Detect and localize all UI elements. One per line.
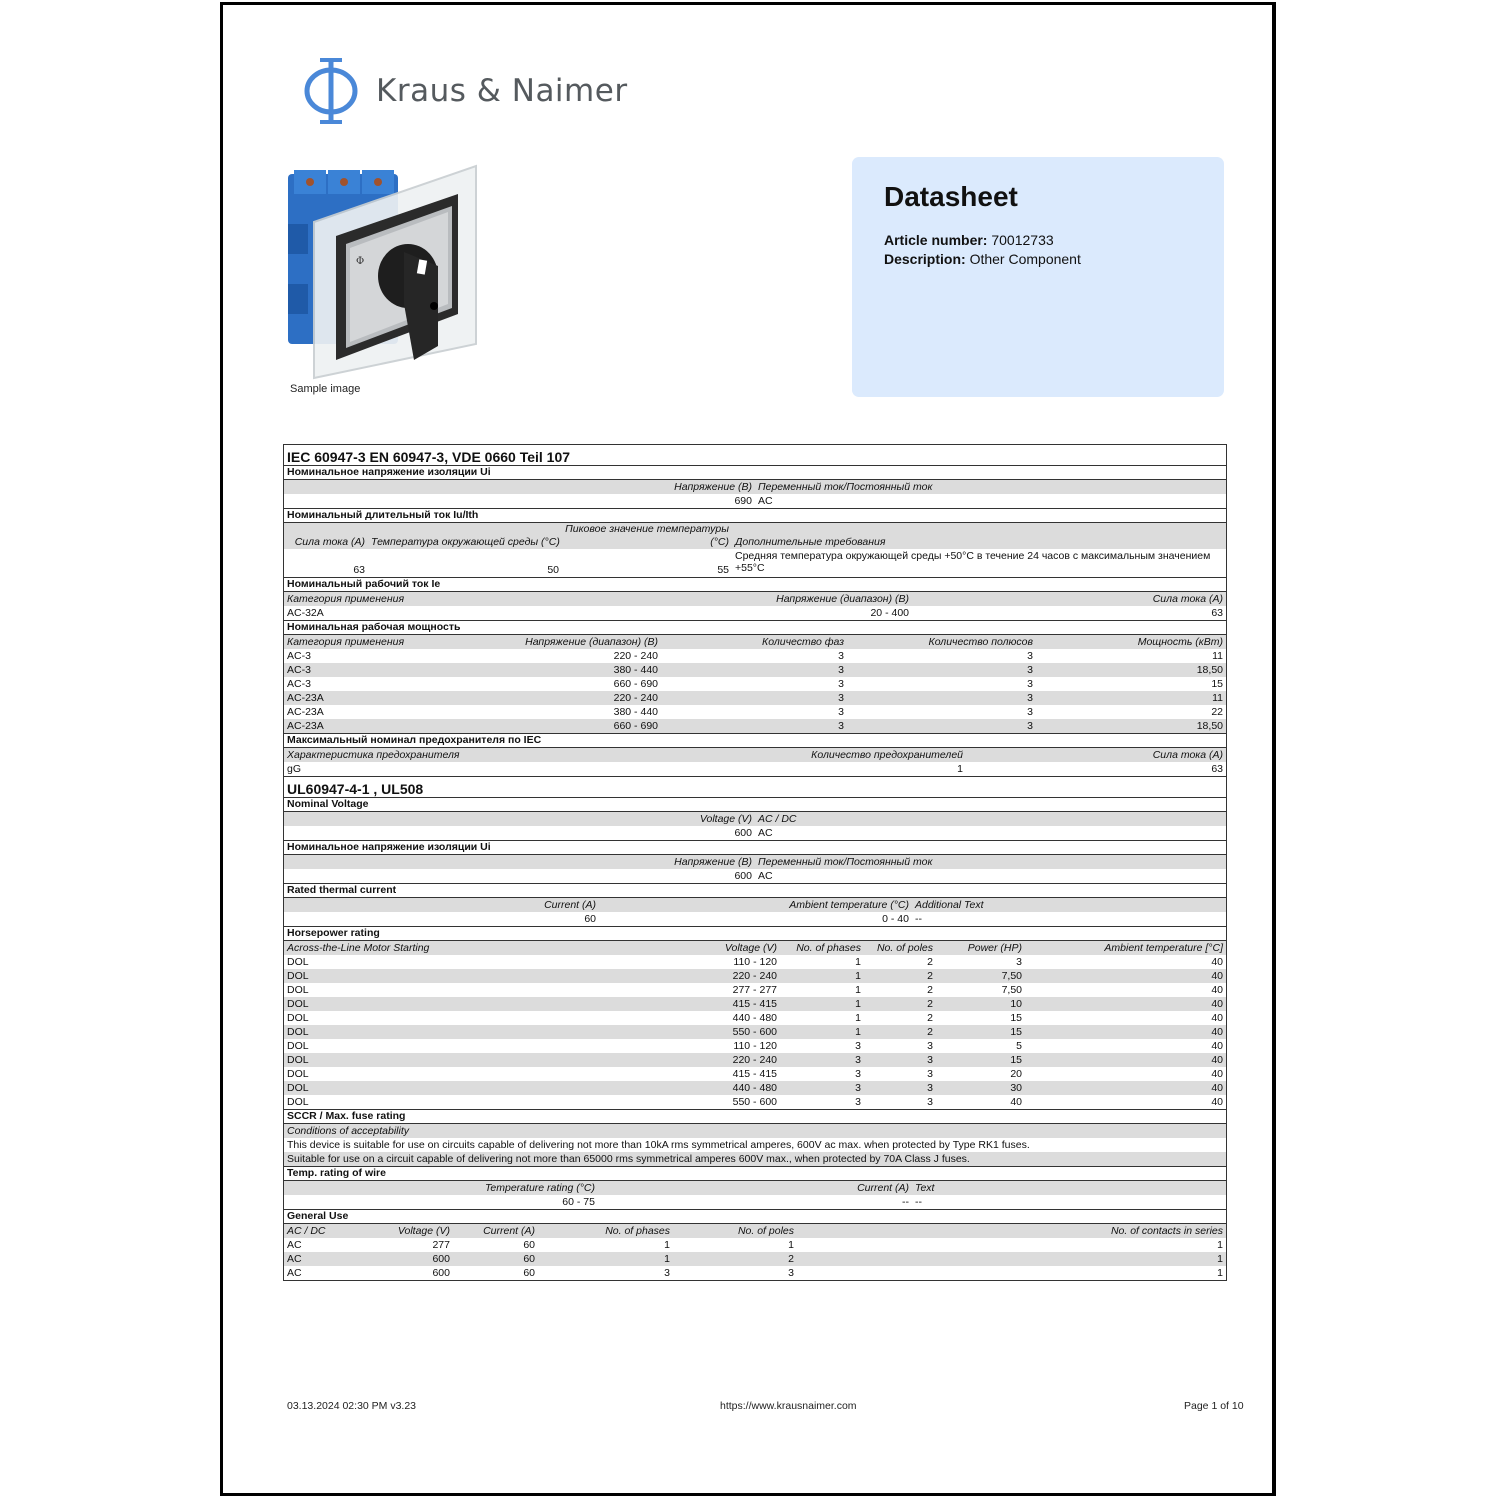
cell: 600 bbox=[734, 870, 752, 882]
iec-insulation-table bbox=[284, 480, 1226, 509]
ul-insulation-table bbox=[284, 855, 1226, 884]
cell: AC bbox=[758, 870, 773, 882]
cell: 380 - 440 bbox=[404, 663, 661, 677]
cell: 3 bbox=[1016, 956, 1022, 968]
cell: 3 bbox=[1027, 706, 1033, 718]
product-image bbox=[286, 164, 480, 380]
cell: 550 - 600 bbox=[732, 1096, 777, 1108]
cell: AC bbox=[758, 827, 773, 839]
cell: 1 bbox=[855, 1012, 861, 1024]
col-header: No. of poles bbox=[673, 1224, 797, 1238]
table-row bbox=[284, 1238, 1226, 1252]
cell: 3 bbox=[927, 1068, 933, 1080]
col-header: Voltage (V) bbox=[369, 1224, 453, 1238]
cell: 40 bbox=[1025, 969, 1226, 983]
col-header: Напряжение (В) bbox=[284, 855, 755, 869]
cell: DOL bbox=[284, 969, 696, 983]
cell: AC-3 bbox=[287, 650, 311, 662]
cell: DOL bbox=[284, 1025, 696, 1039]
col-header: Характеристика предохранителя bbox=[284, 748, 644, 762]
section-title: Номинальная рабочая мощность bbox=[284, 621, 1226, 635]
cell: This device is suitable for use on circuits capable of delivering not more than 10kA rms symmetrical amperes, 600V ac max. when protected by Type RK1 fuses. bbox=[287, 1139, 1030, 1151]
section-title: Номинальное напряжение изоляции Ui bbox=[284, 841, 1226, 855]
cell: 3 bbox=[664, 1267, 670, 1279]
cell: DOL bbox=[287, 1012, 309, 1024]
section-title: Nominal Voltage bbox=[284, 798, 1226, 812]
cell: 18,50 bbox=[1036, 663, 1226, 677]
cell: 40 bbox=[1211, 1040, 1223, 1052]
cell: 7,50 bbox=[936, 969, 1025, 983]
brand-logo bbox=[302, 56, 628, 126]
cell: 18,50 bbox=[1036, 719, 1226, 734]
section-title: Номинальный длительный ток Iu/Ith bbox=[284, 509, 1226, 523]
table-row bbox=[284, 1039, 1226, 1053]
cell: 60 bbox=[523, 1239, 535, 1251]
col-header: Temperature rating (°C) bbox=[284, 1181, 598, 1195]
cell: 3 bbox=[838, 678, 844, 690]
cell: 10 bbox=[936, 997, 1025, 1011]
cell: Suitable for use on a circuit capable of delivering not more than 65000 rms symmetrical amperes 600V max., when protected by 70A Class J fuses. bbox=[284, 1152, 1226, 1167]
cell: 15 bbox=[1211, 678, 1223, 690]
section-title: Rated thermal current bbox=[284, 884, 1226, 898]
cell: 3 bbox=[788, 1267, 794, 1279]
cell: 660 - 690 bbox=[613, 678, 658, 690]
cell: 415 - 415 bbox=[732, 1068, 777, 1080]
cell: 380 - 440 bbox=[613, 706, 658, 718]
footer-timestamp: 03.13.2024 02:30 PM v3.23 bbox=[287, 1400, 417, 1412]
description-value: Other Component bbox=[969, 251, 1081, 267]
cell: 277 bbox=[432, 1239, 450, 1251]
table-row bbox=[284, 997, 1226, 1011]
description-label: Description: bbox=[884, 251, 966, 267]
cell: 3 bbox=[855, 1068, 861, 1080]
cell: 3 bbox=[1027, 678, 1033, 690]
table-row bbox=[284, 691, 1226, 705]
col-header: AC / DC bbox=[755, 812, 1226, 826]
col-header: Количество фаз bbox=[661, 635, 847, 649]
cell: DOL bbox=[284, 1081, 696, 1095]
section-title: Номинальное напряжение изоляции Ui bbox=[284, 466, 1226, 480]
table-row bbox=[284, 1081, 1226, 1095]
cell: 1 bbox=[780, 969, 864, 983]
page-title: Datasheet bbox=[884, 181, 1018, 212]
article-number-value: 70012733 bbox=[991, 232, 1054, 248]
cell: 1 bbox=[797, 1252, 1226, 1266]
iec-fuse-table bbox=[284, 748, 1226, 777]
cell: 15 bbox=[936, 1053, 1025, 1067]
cell: 440 - 480 bbox=[696, 1081, 780, 1095]
col-header: Категория применения bbox=[284, 635, 404, 649]
cell: AC-3 bbox=[284, 663, 404, 677]
cell: 15 bbox=[1010, 1012, 1022, 1024]
cell: -- bbox=[915, 1196, 922, 1208]
cell: AC-23A bbox=[284, 691, 404, 705]
col-header: Температура окружающей среды (°C) bbox=[368, 535, 562, 549]
col-header: Power (HP) bbox=[936, 941, 1025, 955]
cell: 0 - 40 bbox=[882, 913, 909, 925]
cell: 3 bbox=[838, 706, 844, 718]
cell: 1 bbox=[855, 984, 861, 996]
cell: 60 bbox=[584, 913, 596, 925]
footer-page-number: Page 1 of 10 bbox=[1184, 1400, 1244, 1412]
image-caption: Sample image bbox=[290, 383, 361, 395]
section-title: Temp. rating of wire bbox=[284, 1167, 1226, 1181]
table-row bbox=[284, 1067, 1226, 1081]
cell: 3 bbox=[864, 1053, 936, 1067]
cell: AC-23A bbox=[287, 706, 324, 718]
cell: 277 - 277 bbox=[732, 984, 777, 996]
iec-operational-power-table bbox=[284, 635, 1226, 734]
col-header: (°C) bbox=[562, 535, 732, 549]
col-header: No. of poles bbox=[864, 941, 936, 955]
cell: 440 - 480 bbox=[732, 1012, 777, 1024]
cell: 60 bbox=[453, 1252, 538, 1266]
cell: 1 bbox=[957, 763, 963, 775]
cell: 110 - 120 bbox=[733, 1040, 777, 1052]
description bbox=[884, 251, 1081, 267]
table-row bbox=[284, 1011, 1226, 1025]
ul-general-use-table bbox=[284, 1224, 1226, 1280]
svg-text:Φ: Φ bbox=[356, 256, 365, 267]
cell: 20 - 400 bbox=[870, 607, 909, 619]
cell: 3 bbox=[855, 1040, 861, 1052]
cell: 2 bbox=[673, 1252, 797, 1266]
col-header: Ambient temperature [°C] bbox=[1025, 941, 1226, 955]
cell: 2 bbox=[864, 997, 936, 1011]
cell: 11 bbox=[1036, 691, 1226, 705]
article-number-label: Article number: bbox=[884, 232, 988, 248]
cell: 60 bbox=[523, 1267, 535, 1279]
cell: 40 bbox=[1211, 1012, 1223, 1024]
cell: DOL bbox=[287, 984, 309, 996]
cell: -- bbox=[902, 1196, 909, 1208]
col-header: Voltage (V) bbox=[284, 812, 755, 826]
cell: 63 bbox=[353, 564, 365, 576]
table-row bbox=[284, 1095, 1226, 1110]
cell: 11 bbox=[1212, 650, 1223, 662]
cell: 110 - 120 bbox=[733, 956, 777, 968]
col-header: Additional Text bbox=[912, 898, 1226, 912]
col-header: Мощность (кВт) bbox=[1036, 635, 1226, 649]
cell: 3 bbox=[864, 1081, 936, 1095]
cell: DOL bbox=[284, 1053, 696, 1067]
table-row bbox=[284, 1025, 1226, 1039]
cell: 3 bbox=[1027, 650, 1033, 662]
cell: 1 bbox=[780, 1025, 864, 1039]
cell: +55°C bbox=[735, 562, 765, 574]
col-header: Across-the-Line Motor Starting bbox=[284, 941, 696, 955]
cell: 1 bbox=[1217, 1239, 1223, 1251]
cell: 40 bbox=[1211, 984, 1223, 996]
cell: 55 bbox=[717, 564, 729, 576]
col-header: No. of phases bbox=[780, 941, 864, 955]
col-header: Current (A) bbox=[284, 898, 599, 912]
cell: 3 bbox=[661, 663, 847, 677]
section-title: Максимальный номинал предохранителя по IEC bbox=[284, 734, 1226, 748]
ul-sccr-table bbox=[284, 1124, 1226, 1167]
cell: 690 bbox=[734, 495, 752, 507]
cell: 3 bbox=[847, 691, 1036, 705]
col-header: Переменный ток/Постоянный ток bbox=[755, 480, 1226, 494]
cell: 3 bbox=[847, 719, 1036, 734]
cell: 220 - 240 bbox=[613, 650, 658, 662]
cell: DOL bbox=[287, 956, 309, 968]
col-header: Напряжение (В) bbox=[284, 480, 755, 494]
table-row bbox=[284, 677, 1226, 691]
cell: DOL bbox=[287, 1068, 309, 1080]
table-row bbox=[284, 705, 1226, 719]
cell: Средняя температура окружающей среды +50°C в течение 24 часов с максимальным значением bbox=[735, 550, 1211, 562]
col-header: Сила тока (А) bbox=[912, 592, 1226, 606]
col-header: Voltage (V) bbox=[696, 941, 780, 955]
section-title: Номинальный рабочий ток Ie bbox=[284, 578, 1226, 592]
section-title: General Use bbox=[284, 1210, 1226, 1224]
cell: 1 bbox=[538, 1252, 673, 1266]
cell: AC bbox=[758, 495, 773, 507]
cell: 600 bbox=[734, 827, 752, 839]
ul-horsepower-table bbox=[284, 941, 1226, 1110]
col-header: Категория применения bbox=[284, 592, 604, 606]
cell: 3 bbox=[927, 1096, 933, 1108]
table-row bbox=[284, 1252, 1226, 1266]
cell: 3 bbox=[661, 719, 847, 734]
cell: 63 bbox=[1211, 763, 1223, 775]
col-header: Сила тока (А) bbox=[966, 748, 1226, 762]
cell: 40 bbox=[1025, 1053, 1226, 1067]
col-header: Text bbox=[912, 1181, 1226, 1195]
cell: 3 bbox=[780, 1053, 864, 1067]
ul-nominal-voltage-table bbox=[284, 812, 1226, 841]
spec-sheet bbox=[283, 444, 1227, 1281]
cell: 550 - 600 bbox=[696, 1025, 780, 1039]
phi-logo-icon bbox=[302, 56, 360, 126]
col-header: Conditions of acceptability bbox=[284, 1124, 1226, 1138]
cell: 3 bbox=[927, 1040, 933, 1052]
footer-url-link[interactable]: https://www.krausnaimer.com bbox=[720, 1400, 857, 1412]
cell: 50 bbox=[547, 564, 559, 576]
cell: 40 bbox=[1211, 1068, 1223, 1080]
cell: 7,50 bbox=[1001, 984, 1022, 996]
col-header: Количество предохранителей bbox=[644, 748, 966, 762]
table-row bbox=[284, 955, 1226, 969]
table-row bbox=[284, 1053, 1226, 1067]
cell: 40 bbox=[1211, 1096, 1223, 1108]
cell: 20 bbox=[1010, 1068, 1022, 1080]
cell: AC bbox=[287, 1239, 302, 1251]
col-header: Напряжение (диапазон) (В) bbox=[604, 592, 912, 606]
col-header: Ambient temperature (°C) bbox=[599, 898, 912, 912]
cell: AC bbox=[284, 1252, 369, 1266]
cell: DOL bbox=[287, 1040, 309, 1052]
cell: 415 - 415 bbox=[696, 997, 780, 1011]
cell: AC-3 bbox=[287, 678, 311, 690]
cell: 1 bbox=[780, 997, 864, 1011]
cell: 15 bbox=[936, 1025, 1025, 1039]
cell: 30 bbox=[936, 1081, 1025, 1095]
iec-standard-title: IEC 60947-3 EN 60947-3, VDE 0660 Teil 107 bbox=[284, 445, 1226, 466]
ul-thermal-table bbox=[284, 898, 1226, 927]
cell: 220 - 240 bbox=[404, 691, 661, 705]
cell: 600 bbox=[369, 1252, 453, 1266]
article-number bbox=[884, 232, 1054, 248]
cell: 3 bbox=[780, 1081, 864, 1095]
cell: 2 bbox=[864, 1025, 936, 1039]
cell: 2 bbox=[927, 984, 933, 996]
cell: 220 - 240 bbox=[696, 1053, 780, 1067]
cell: 2 bbox=[927, 956, 933, 968]
cell: 1 bbox=[855, 956, 861, 968]
table-row bbox=[284, 649, 1226, 663]
cell: 600 bbox=[432, 1267, 450, 1279]
cell: 1 bbox=[1217, 1267, 1223, 1279]
ul-wire-table bbox=[284, 1181, 1226, 1210]
table-row bbox=[284, 719, 1226, 734]
iec-operational-current-table bbox=[284, 592, 1226, 621]
cell: 40 bbox=[1211, 956, 1223, 968]
table-row bbox=[284, 1266, 1226, 1280]
cell: AC bbox=[287, 1267, 302, 1279]
table-row bbox=[284, 663, 1226, 677]
col-header: AC / DC bbox=[284, 1224, 369, 1238]
cell: 40 bbox=[1010, 1096, 1022, 1108]
datasheet-info-box bbox=[852, 157, 1224, 397]
cell: 2 bbox=[927, 1012, 933, 1024]
cell: 1 bbox=[788, 1239, 794, 1251]
iec-thermal-table bbox=[284, 523, 1226, 578]
col-header: Напряжение (диапазон) (В) bbox=[404, 635, 661, 649]
col-header: No. of phases bbox=[538, 1224, 673, 1238]
cell: 60 - 75 bbox=[562, 1196, 595, 1208]
col-header: Current (A) bbox=[453, 1224, 538, 1238]
cell: 3 bbox=[838, 650, 844, 662]
cell: 40 bbox=[1025, 1025, 1226, 1039]
cell: -- bbox=[915, 913, 922, 925]
cell: 63 bbox=[1211, 607, 1223, 619]
table-row bbox=[284, 983, 1226, 997]
ul-standard-title: UL60947-4-1 , UL508 bbox=[284, 777, 1226, 798]
cell: gG bbox=[287, 763, 302, 775]
col-header: Current (A) bbox=[598, 1181, 912, 1195]
section-title: Horsepower rating bbox=[284, 927, 1226, 941]
brand-name: Kraus & Naimer bbox=[376, 73, 628, 109]
cell: AC-32A bbox=[287, 607, 324, 619]
col-header: No. of contacts in series bbox=[797, 1224, 1226, 1238]
col-header: Количество полюсов bbox=[847, 635, 1036, 649]
cell: 660 - 690 bbox=[404, 719, 661, 734]
col-header: Пиковое значение температуры bbox=[562, 523, 732, 535]
col-header: Переменный ток/Постоянный ток bbox=[755, 855, 1226, 869]
cell: AC-23A bbox=[284, 719, 404, 734]
cell: 40 bbox=[1025, 997, 1226, 1011]
col-header: Сила тока (А) bbox=[284, 535, 368, 549]
table-row bbox=[284, 969, 1226, 983]
cell: 3 bbox=[661, 691, 847, 705]
cell: DOL bbox=[284, 997, 696, 1011]
col-header: Дополнительные требования bbox=[732, 535, 1226, 549]
section-title: SCCR / Max. fuse rating bbox=[284, 1110, 1226, 1124]
cell: 5 bbox=[1016, 1040, 1022, 1052]
cell: 3 bbox=[855, 1096, 861, 1108]
cell: 2 bbox=[864, 969, 936, 983]
cell: 1 bbox=[664, 1239, 670, 1251]
cell: 40 bbox=[1025, 1081, 1226, 1095]
cell: DOL bbox=[287, 1096, 309, 1108]
cell: 3 bbox=[847, 663, 1036, 677]
cell: 22 bbox=[1211, 706, 1223, 718]
cell: 220 - 240 bbox=[696, 969, 780, 983]
